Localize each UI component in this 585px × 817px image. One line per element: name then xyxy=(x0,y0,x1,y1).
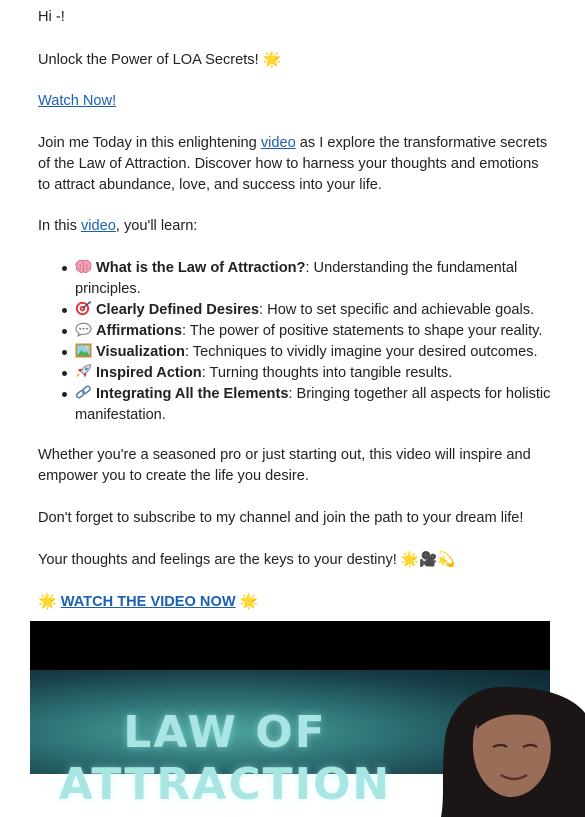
presenter-portrait xyxy=(415,677,585,817)
learn-item-text: : How to set specific and achievable goals. xyxy=(259,302,535,318)
sparkle-icon: 🌟 xyxy=(38,592,57,610)
star-camera-dizzy-icons: 🌟🎥💫 xyxy=(400,551,456,568)
headline-text: Unlock the Power of LOA Secrets! xyxy=(38,52,263,68)
link-icon xyxy=(75,385,92,400)
learn-intro-end: , you'll learn: xyxy=(115,218,198,234)
learn-item-text: : Bringing together all aspects for holistic manifestation. xyxy=(75,386,551,423)
brain-icon xyxy=(75,259,92,274)
closing-line xyxy=(38,549,548,571)
list-item xyxy=(75,363,585,384)
closing-text: Your thoughts and feelings are the keys to your destiny! xyxy=(38,552,401,568)
learn-list xyxy=(38,258,585,426)
intro-paragraph xyxy=(38,133,548,196)
learn-item-text: : Techniques to vividly imagine your desired outcomes. xyxy=(184,344,538,360)
learn-item-title: Affirmations xyxy=(96,323,182,339)
rocket-icon xyxy=(75,364,92,379)
list-item xyxy=(75,384,585,426)
watch-now-line xyxy=(38,91,548,112)
learn-item-title: Inspired Action xyxy=(96,365,202,381)
speech-bubble-icon xyxy=(75,322,92,337)
intro-text-end: as I explore the transformative secrets of the Law of Attraction. Discover how to harness your thoughts and emotions to attract abundance, love, and success into your life. xyxy=(38,135,548,193)
sparkle-icon: 🌟 xyxy=(262,50,282,68)
learn-item-text: : Understanding the fundamental principles. xyxy=(75,260,518,297)
watch-video-cta-link[interactable]: WATCH THE VIDEO NOW xyxy=(60,594,236,610)
learn-intro-start: In this xyxy=(38,218,81,234)
thumbnail-title: LAW OF ATTRACTION xyxy=(58,707,392,810)
inspire-paragraph: Whether you're a seasoned pro or just starting out, this video will inspire and empower you to create the life you desire. xyxy=(38,447,531,484)
learn-item-text: : The power of positive statements to shape your reality. xyxy=(181,323,543,339)
framed-picture-icon xyxy=(75,343,92,358)
target-icon xyxy=(75,301,92,316)
learn-item-title: Clearly Defined Desires xyxy=(96,302,260,318)
headline xyxy=(38,49,548,71)
greeting: Hi -! xyxy=(38,9,65,25)
list-item xyxy=(75,321,585,342)
learn-intro xyxy=(38,216,548,237)
intro-video-link[interactable]: video xyxy=(260,135,296,151)
subscribe-paragraph: Don't forget to subscribe to my channel and join the path to your dream life! xyxy=(38,510,524,526)
video-thumbnail[interactable] xyxy=(30,621,550,810)
list-item xyxy=(75,300,585,321)
watch-cta-line xyxy=(38,591,548,613)
learn-item-title: Visualization xyxy=(96,344,185,360)
list-item xyxy=(75,342,585,363)
learn-item-text: : Turning thoughts into tangible results. xyxy=(201,365,453,381)
intro-text-start: Join me Today in this enlightening xyxy=(38,135,261,151)
watch-now-link[interactable]: Watch Now! xyxy=(38,93,117,109)
learn-item-title: What is the Law of Attraction? xyxy=(96,260,306,276)
list-item xyxy=(75,258,585,300)
sparkle-icon: 🌟 xyxy=(239,592,259,610)
learn-video-link[interactable]: video xyxy=(81,218,116,234)
learn-item-title: Integrating All the Elements xyxy=(96,386,289,402)
